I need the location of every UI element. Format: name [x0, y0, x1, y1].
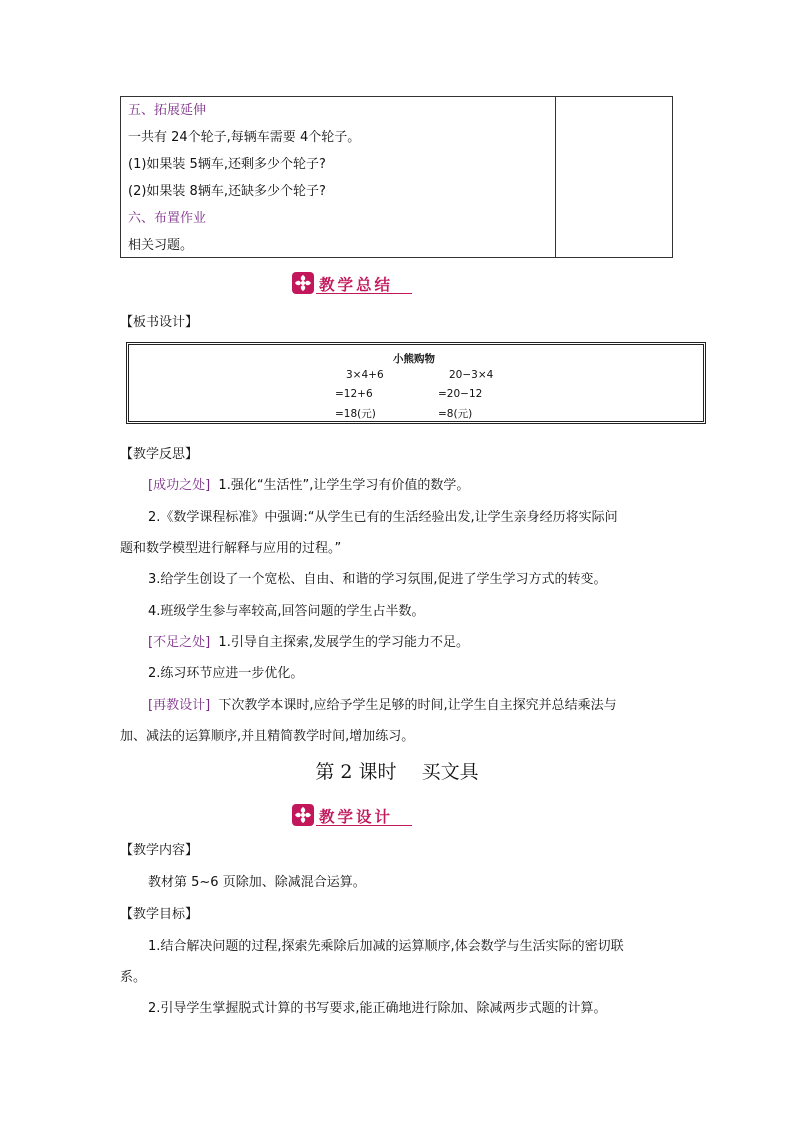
- success-point-1: 1.强化“生活性”,让学生学习有价值的数学。: [218, 478, 470, 493]
- success-point-2a: 2.《数学课程标准》中强调:“从学生已有的生活经验出发,让学生亲身经历将实际问: [148, 510, 618, 525]
- board-title: 小熊购物: [393, 353, 435, 365]
- goal-1a: 1.结合解决问题的过程,探索先乘除后加减的运算顺序,体会数学与生活实际的密切联: [148, 939, 624, 954]
- board-left-step1: =12+6: [335, 388, 373, 400]
- success-tag: [成功之处]: [148, 478, 211, 493]
- board-left-step2: =18(元): [335, 408, 376, 420]
- redesign-text-a: 下次教学本课时,应给予学生足够的时间,让学生自主探究并总结乘法与: [218, 698, 617, 713]
- goal-2: 2.引导学生掌握脱式计算的书写要求,能正确地进行除加、除减两步式题的计算。: [148, 1001, 607, 1016]
- success-point-2b: 题和数学模型进行解释与应用的过程。”: [120, 541, 342, 556]
- redesign-tag: [再教设计]: [148, 698, 211, 713]
- section5-title: 五、拓展延伸: [128, 103, 207, 118]
- shortfall-point-2: 2.练习环节应进一步优化。: [148, 666, 304, 681]
- summary-banner-title: 教学总结: [319, 276, 394, 294]
- summary-banner: [292, 272, 412, 294]
- board-design-box: [126, 342, 706, 424]
- section6-title: 六、布置作业: [128, 211, 207, 226]
- banner-underline: [316, 293, 412, 294]
- success-point-3: 3.给学生创设了一个宽松、自由、和谐的学习氛围,促进了学生学习方式的转变。: [148, 572, 607, 587]
- activity-table: [120, 96, 673, 258]
- board-design-heading: 【板书设计】: [120, 315, 199, 330]
- board-left-expression: 3×4+6: [346, 369, 384, 381]
- shortfall-point-1: 1.引导自主探索,发展学生的学习能力不足。: [218, 635, 469, 650]
- board-right-expression: 20−3×4: [449, 369, 494, 381]
- banner-underline: [316, 825, 412, 826]
- question-1: (1)如果装 5辆车,还剩多少个轮子?: [128, 157, 326, 172]
- goal-1b: 系。: [120, 970, 147, 985]
- flower-icon: [292, 804, 314, 826]
- redesign-text-b: 加、减法的运算顺序,并且精简教学时间,增加练习。: [120, 729, 415, 744]
- design-banner: [292, 804, 412, 826]
- content-text: 教材第 5~6 页除加、除减混合运算。: [148, 875, 366, 890]
- reflection-heading: 【教学反思】: [120, 447, 199, 462]
- problem-statement: 一共有 24个轮子,每辆车需要 4个轮子。: [128, 130, 361, 145]
- homework-text: 相关习题。: [128, 238, 194, 253]
- table-column-divider: [555, 97, 556, 257]
- redesign-line-1: [148, 694, 617, 713]
- board-right-step1: =20−12: [438, 388, 483, 400]
- shortfall-line-1: [148, 631, 469, 650]
- question-2: (2)如果装 8辆车,还缺多少个轮子?: [128, 184, 326, 199]
- goals-heading: 【教学目标】: [120, 907, 199, 922]
- design-banner-title: 教学设计: [319, 808, 394, 826]
- lesson-title: 第 2 课时 买文具: [315, 761, 479, 783]
- board-right-step2: =8(元): [438, 408, 473, 420]
- flower-icon: [292, 272, 314, 294]
- shortfall-tag: [不足之处]: [148, 635, 211, 650]
- content-heading: 【教学内容】: [120, 843, 199, 858]
- success-line-1: [148, 474, 469, 493]
- success-point-4: 4.班级学生参与率较高,回答问题的学生占半数。: [148, 604, 425, 619]
